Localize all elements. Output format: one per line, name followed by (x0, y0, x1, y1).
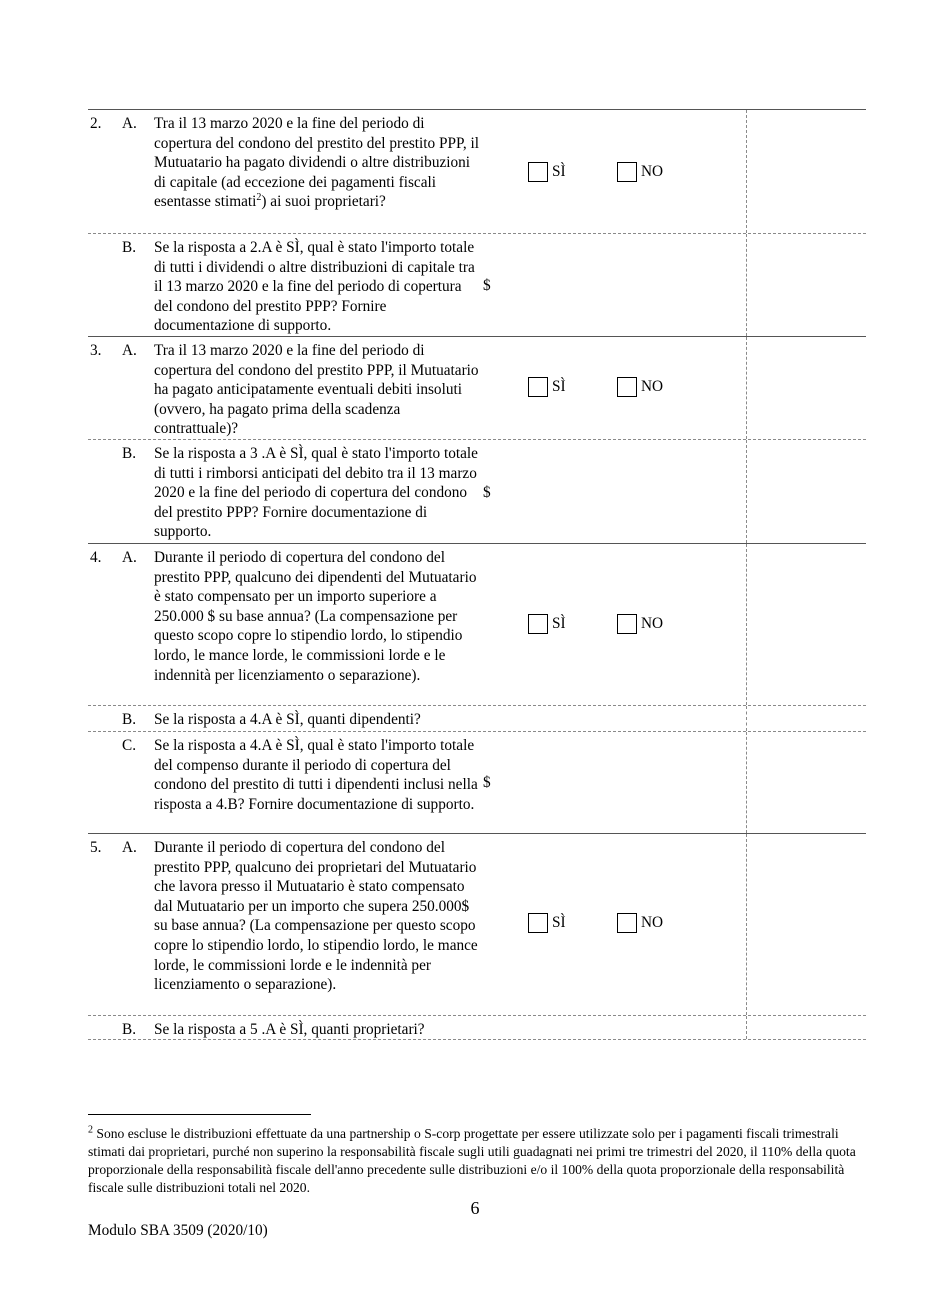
question-text: Tra il 13 marzo 2020 e la fine del periodo di copertura del condono del prestito del prestito PPP, il Mutuatario ha pagato dividendi o altre distribuzioni di capitale (ad eccezione dei pagamenti fiscali esentasse stimati$^2$) ai suoi proprietari? (154, 115, 480, 211)
question-row-4b (88, 706, 866, 732)
question-row-4c (88, 732, 866, 834)
no-checkbox[interactable]: NO (617, 376, 663, 398)
question-letter: B. (122, 1021, 137, 1038)
checkbox-square[interactable] (617, 162, 637, 182)
question-text: Se la risposta a 3 .A è SÌ, qual è stato l'importo totale di tutti i rimborsi anticipati del debito tra il 13 marzo 2020 e la fine del periodo di copertura del condono del prestito PPP? Fornire documentazione di supporto. (154, 445, 478, 541)
no-checkbox[interactable]: NO (617, 161, 663, 183)
question-letter: B. (122, 711, 137, 728)
no-checkbox[interactable]: NO (617, 912, 663, 934)
no-checkbox[interactable]: NO (617, 613, 663, 635)
footnote-ref: 2 (256, 192, 262, 204)
page-number: 6 (470, 1198, 480, 1218)
question-number: 5. (90, 839, 102, 856)
question-row-4a (88, 544, 866, 706)
yes-checkbox[interactable]: SÌ (528, 613, 566, 635)
question-letter: B. (122, 239, 137, 256)
form-identifier: Modulo SBA 3509 (2020/10) (88, 1222, 268, 1239)
question-text: Se la risposta a 5 .A è SÌ, quanti proprietari? (154, 1021, 425, 1038)
footnote-divider (88, 1114, 311, 1115)
question-letter: B. (122, 445, 137, 462)
question-row-3a (88, 337, 866, 440)
amount-field[interactable]: $ (483, 774, 491, 791)
checkbox-square[interactable] (617, 913, 637, 933)
yes-checkbox[interactable]: SÌ (528, 376, 566, 398)
question-number: 3. (90, 342, 102, 359)
question-text: Se la risposta a 4.A è SÌ, quanti dipendenti? (154, 711, 421, 728)
checkbox-square[interactable] (528, 377, 548, 397)
question-row-5a (88, 834, 866, 1016)
question-row-2a (88, 110, 866, 234)
question-row-2b (88, 234, 866, 337)
question-table (88, 109, 866, 1040)
checkbox-square[interactable] (528, 614, 548, 634)
question-letter: A. (122, 342, 137, 359)
footnote-marker: 2 (88, 1124, 93, 1136)
question-letter: A. (122, 839, 137, 856)
checkbox-square[interactable] (617, 614, 637, 634)
question-letter: A. (122, 549, 137, 566)
question-letter: C. (122, 737, 137, 754)
question-text: Se la risposta a 2.A è SÌ, qual è stato l'importo totale di tutti i dividendi o altre distribuzioni di capitale tra il 13 marzo 2020 e la fine del periodo di copertura del condono del prestito PPP? Fornire documentazione di supporto. (154, 239, 475, 335)
amount-field[interactable]: $ (483, 277, 491, 294)
checkbox-square[interactable] (617, 377, 637, 397)
footnote-text: Sono escluse le distribuzioni effettuate da una partnership o S-corp progettate per essere utilizzate solo per i pagamenti fiscali trimestrali stimati dai proprietari, purché non superino la responsabilità fiscale sugli utili guadagnati nei primi tre trimestri del 2020, il 110% della quota proporzionale della responsabilità fiscale dell'anno precedente sulle distribuzioni e/o il 100% della quota proporzionale della responsabilità fiscale sulle distribuzioni totali nel 2020. (88, 1126, 856, 1195)
amount-field[interactable]: $ (483, 484, 491, 501)
question-text: Durante il periodo di copertura del condono del prestito PPP, qualcuno dei dipendenti del Mutuatario è stato compensato per un importo superiore a 250.000 $ su base annua? (La compensazione per questo scopo copre lo stipendio lordo, lo stipendio lordo, le mance lorde, le commissioni lorde e le indennità per licenziamento o separazione). (154, 549, 477, 684)
question-row-3b (88, 440, 866, 544)
question-text: Tra il 13 marzo 2020 e la fine del periodo di copertura del condono del prestito PPP, il Mutuatario ha pagato anticipatamente eventuali debiti insoluti (ovvero, ha pagato prima della scadenza contrattuale)? (154, 342, 479, 438)
yes-checkbox[interactable]: SÌ (528, 161, 566, 183)
yes-checkbox[interactable]: SÌ (528, 912, 566, 934)
question-row-5b (88, 1016, 866, 1040)
checkbox-square[interactable] (528, 162, 548, 182)
checkbox-square[interactable] (528, 913, 548, 933)
question-number: 4. (90, 549, 102, 566)
question-text: Durante il periodo di copertura del condono del prestito PPP, qualcuno dei proprietari del Mutuatario che lavora presso il Mutuatario è stato compensato dal Mutuatario per un importo che supera 250.000$ su base annua? (La compensazione per questo scopo copre lo stipendio lordo, lo stipendio lordo, le mance lorde, le commissioni lorde e le indennità per licenziamento o separazione). (154, 839, 478, 994)
footnote (88, 1125, 868, 1197)
question-letter: A. (122, 115, 137, 132)
question-text: Se la risposta a 4.A è SÌ, qual è stato l'importo totale del compenso durante il periodo di copertura del condono del prestito di tutti i dipendenti inclusi nella risposta a 4.B? Fornire documentazione di supporto. (154, 737, 478, 813)
question-number: 2. (90, 115, 102, 132)
